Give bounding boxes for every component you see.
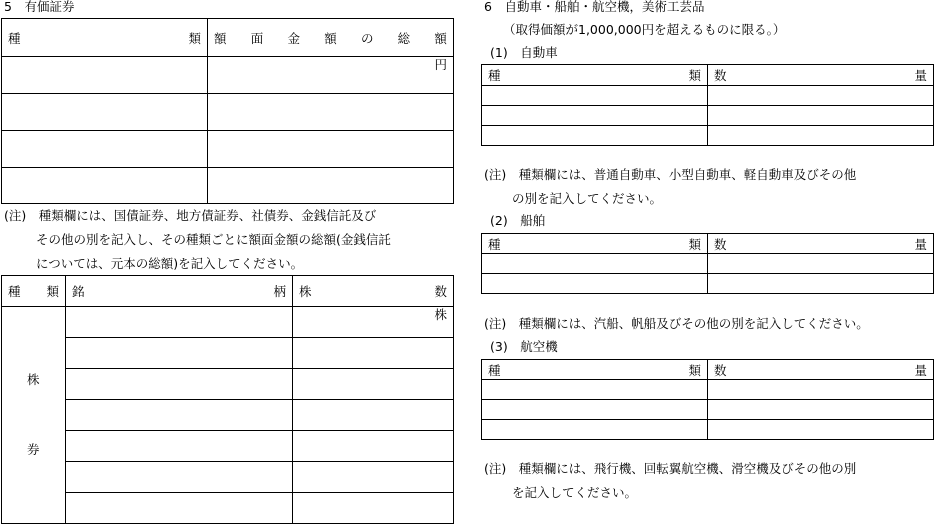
securities-kind-cell[interactable] <box>2 131 208 168</box>
section-5-title: 5 有価証券 <box>4 0 75 14</box>
stocks-shares-cell[interactable] <box>293 338 454 369</box>
ships-table <box>481 233 934 294</box>
securities-kind-cell[interactable] <box>2 57 208 94</box>
section-6-title: 6 自動車・船舶・航空機，美術工芸品 <box>484 0 705 14</box>
stocks-shares-cell[interactable] <box>293 493 454 524</box>
ships-qty-cell[interactable] <box>708 274 934 294</box>
cars-heading: (1) 自動車 <box>490 45 558 60</box>
ships-qty-cell[interactable] <box>708 254 934 274</box>
ships-kind-cell[interactable] <box>482 254 708 274</box>
aircraft-qty-cell[interactable] <box>708 400 934 420</box>
aircraft-qty-cell[interactable] <box>708 420 934 440</box>
aircraft-header-kind: 種 類 <box>482 360 708 380</box>
cars-header-qty: 数 量 <box>708 65 934 86</box>
stocks-header-kind: 種 類 <box>2 276 66 307</box>
stocks-brand-cell[interactable] <box>66 462 293 493</box>
stocks-brand-cell[interactable] <box>66 307 293 338</box>
cars-header-kind: 種 類 <box>482 65 708 86</box>
stocks-brand-cell[interactable] <box>66 338 293 369</box>
shares-unit: 株 <box>434 307 447 322</box>
securities-note: (注) 種類欄には、国債証券、地方債証券、社債券、金銭信託及び その他の別を記入し、その種類ごとに額面金額の総額(金銭信託 については、元本の総額)を記入してください。 <box>4 208 391 271</box>
stocks-header-shares: 株 数 <box>293 276 454 307</box>
aircraft-note: (注) 種類欄には、飛行機、回転翼航空機、滑空機及びその他の別 を記入してください。 <box>484 461 857 500</box>
cars-qty-cell[interactable] <box>708 126 934 146</box>
aircraft-kind-cell[interactable] <box>482 400 708 420</box>
securities-header-kind: 種 類 <box>2 19 208 57</box>
section-6-subtitle: （取得価額が1,000,000円を超えるものに限る。） <box>503 22 786 37</box>
stocks-kind-char: 券 <box>27 442 40 457</box>
cars-qty-cell[interactable] <box>708 86 934 106</box>
ships-header-kind: 種 類 <box>482 234 708 254</box>
cars-note: (注) 種類欄には、普通自動車、小型自動車、軽自動車及びその他 の別を記入してください。 <box>484 167 857 206</box>
aircraft-header-qty: 数 量 <box>708 360 934 380</box>
securities-amount-cell[interactable] <box>208 94 454 131</box>
aircraft-kind-cell[interactable] <box>482 380 708 400</box>
securities-header-amount: 額 面 金 額 の 総 額 <box>208 19 454 57</box>
cars-kind-cell[interactable] <box>482 86 708 106</box>
ships-kind-cell[interactable] <box>482 274 708 294</box>
stocks-kind-cell <box>2 307 66 524</box>
stocks-shares-cell[interactable] <box>293 431 454 462</box>
cars-qty-cell[interactable] <box>708 106 934 126</box>
aircraft-kind-cell[interactable] <box>482 420 708 440</box>
securities-amount-cell[interactable] <box>208 57 454 94</box>
securities-table <box>1 18 454 204</box>
stocks-header-brand: 銘 柄 <box>66 276 293 307</box>
stocks-brand-cell[interactable] <box>66 369 293 400</box>
securities-amount-cell[interactable] <box>208 168 454 204</box>
aircraft-qty-cell[interactable] <box>708 380 934 400</box>
cars-kind-cell[interactable] <box>482 126 708 146</box>
securities-kind-cell[interactable] <box>2 94 208 131</box>
stocks-shares-cell[interactable] <box>293 307 454 338</box>
yen-unit: 円 <box>434 57 447 72</box>
stocks-brand-cell[interactable] <box>66 493 293 524</box>
ships-heading: (2) 船舶 <box>490 213 546 228</box>
stocks-shares-cell[interactable] <box>293 400 454 431</box>
stocks-kind-char: 株 <box>27 372 40 387</box>
stocks-brand-cell[interactable] <box>66 400 293 431</box>
cars-table <box>481 64 934 146</box>
stocks-brand-cell[interactable] <box>66 431 293 462</box>
securities-kind-cell[interactable] <box>2 168 208 204</box>
ships-note: (注) 種類欄には、汽船、帆船及びその他の別を記入してください。 <box>484 316 869 331</box>
stocks-table <box>1 275 454 524</box>
stocks-shares-cell[interactable] <box>293 369 454 400</box>
aircraft-heading: (3) 航空機 <box>490 339 558 354</box>
securities-amount-cell[interactable] <box>208 131 454 168</box>
ships-header-qty: 数 量 <box>708 234 934 254</box>
cars-kind-cell[interactable] <box>482 106 708 126</box>
aircraft-table <box>481 359 934 440</box>
stocks-shares-cell[interactable] <box>293 462 454 493</box>
